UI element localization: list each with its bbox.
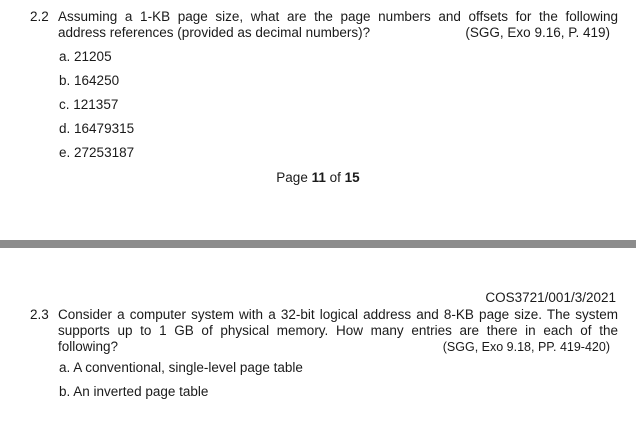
- question-text-line-2: supports up to 1 GB of physical memory. How many entries are there in each of the: [58, 323, 618, 338]
- option-value: A conventional, single-level page table: [73, 360, 303, 375]
- question-text-line-1: Assuming a 1-KB page size, what are the page numbers and offsets for the following: [58, 9, 618, 24]
- option-label: b.: [59, 384, 71, 399]
- option-c: [59, 93, 134, 117]
- question-text-line-2: address references (provided as decimal numbers)?: [58, 25, 371, 40]
- question-number: 2.3: [30, 307, 49, 322]
- total-page-count: 15: [344, 170, 360, 185]
- option-label: d.: [59, 121, 71, 136]
- current-page-number: 11: [311, 170, 326, 185]
- option-value: An inverted page table: [73, 384, 209, 399]
- page-separator: [0, 240, 636, 248]
- option-label: a.: [59, 49, 71, 64]
- option-b: [59, 380, 303, 404]
- option-e: [59, 141, 134, 165]
- question-2-3: [30, 307, 618, 355]
- option-value: 164250: [74, 73, 120, 88]
- document-page-12: [0, 248, 636, 428]
- option-a: [59, 45, 134, 69]
- answer-options: [59, 45, 134, 165]
- option-label: a.: [59, 360, 71, 375]
- option-d: [59, 117, 134, 141]
- option-label: b.: [59, 73, 71, 88]
- option-value: 121357: [73, 97, 119, 112]
- answer-options: [59, 356, 303, 404]
- option-label: c.: [59, 97, 70, 112]
- option-a: [59, 356, 303, 380]
- question-number: 2.2: [30, 9, 49, 24]
- question-reference: (SGG, Exo 9.18, PP. 419-420): [442, 340, 610, 354]
- option-label: e.: [59, 145, 71, 160]
- question-2-2: [30, 9, 618, 41]
- question-reference: (SGG, Exo 9.16, P. 419): [465, 25, 610, 40]
- document-code: COS3721/001/3/2021: [485, 290, 616, 305]
- question-text-line-1: Consider a computer system with a 32-bit logical address and 8-KB page size. The system: [58, 307, 618, 322]
- option-value: 27253187: [74, 145, 135, 160]
- page-indicator: Page 11 of 15: [276, 170, 360, 185]
- option-value: 21205: [74, 49, 112, 64]
- option-b: [59, 69, 134, 93]
- option-value: 16479315: [74, 121, 135, 136]
- question-text-line-3: following?: [58, 339, 119, 354]
